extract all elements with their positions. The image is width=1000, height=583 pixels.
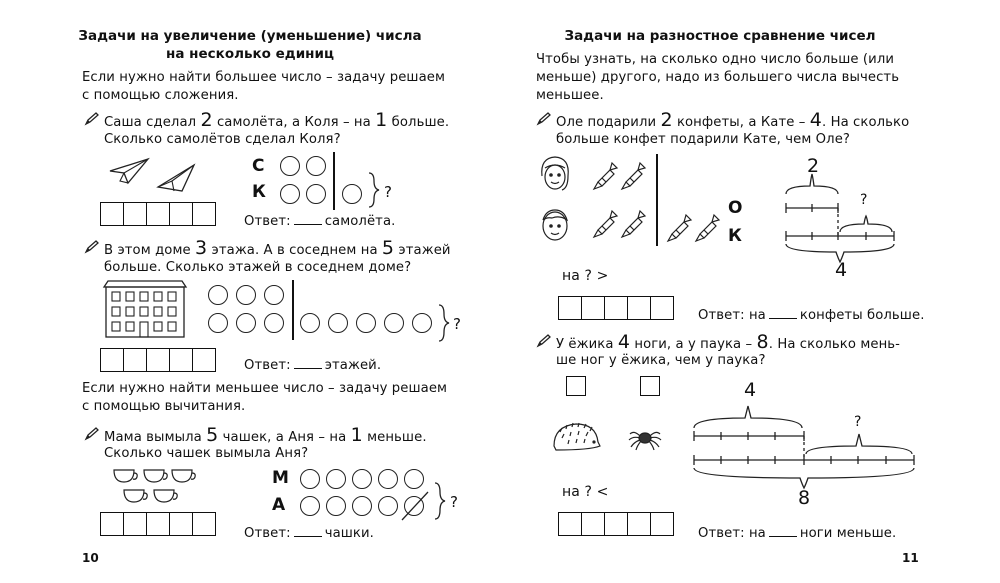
candy-icon <box>590 160 620 192</box>
pencil-icon <box>536 334 552 348</box>
task2-line2: больше. Сколько этажей в соседнем доме? <box>104 260 412 275</box>
counter-circle <box>264 313 284 333</box>
empty-box[interactable] <box>566 376 586 396</box>
counter-circle <box>328 313 348 333</box>
counter-circle <box>352 496 372 516</box>
answer-cell[interactable] <box>146 512 170 536</box>
label-a: А <box>272 495 286 515</box>
left-title-line2: на несколько единиц <box>166 46 334 62</box>
divider-line <box>656 154 658 246</box>
rtask2-line2: ше ног у ёжика, чем у паука? <box>556 353 766 368</box>
answer-cell[interactable] <box>100 202 124 226</box>
answer-cell[interactable] <box>604 296 628 320</box>
label-k: К <box>728 226 742 246</box>
answer-cell[interactable] <box>169 202 193 226</box>
task3-line2: Сколько чашек вымыла Аня? <box>104 446 309 461</box>
rtask2-answer: Ответ: на ноги меньше. <box>698 526 897 541</box>
brace-label-8: 8 <box>798 487 811 509</box>
answer-cell[interactable] <box>192 202 216 226</box>
question-mark: ? <box>450 493 459 511</box>
brace-label-q: ? <box>854 414 862 430</box>
building-icon <box>100 279 190 339</box>
counter-circle <box>378 469 398 489</box>
candy-icon <box>692 212 722 244</box>
answer-cell[interactable] <box>627 512 651 536</box>
answer-cell[interactable] <box>123 512 147 536</box>
question-mark: ? <box>453 315 462 333</box>
question-mark: ? <box>384 183 393 201</box>
brace-icon <box>438 304 450 342</box>
counter-circle <box>300 496 320 516</box>
task1-line2: Сколько самолётов сделал Коля? <box>104 132 341 147</box>
counter-circle <box>404 469 424 489</box>
boy-face-icon <box>538 206 572 244</box>
answer-cell[interactable] <box>650 512 674 536</box>
counter-circle <box>264 285 284 305</box>
rule-line2: меньше) другого, надо из большего числа вычесть <box>536 70 900 85</box>
answer-blank[interactable] <box>294 358 322 369</box>
answer-cell[interactable] <box>146 202 170 226</box>
counter-circle <box>326 469 346 489</box>
brace-label-2: 2 <box>807 155 820 177</box>
counter-circle <box>378 496 398 516</box>
pencil-icon <box>84 112 100 126</box>
answer-cell[interactable] <box>100 512 124 536</box>
empty-box[interactable] <box>640 376 660 396</box>
counter-circle <box>236 285 256 305</box>
rule1-line2: с помощью сложения. <box>82 88 239 103</box>
segment-diagram <box>782 155 912 270</box>
brace-label-4: 4 <box>744 379 757 401</box>
divider-line <box>333 152 335 210</box>
right-page <box>500 0 1000 583</box>
counter-circle <box>384 313 404 333</box>
answer-cell[interactable] <box>169 512 193 536</box>
task2-answer: Ответ: этажей. <box>244 358 382 373</box>
candy-icon <box>664 212 694 244</box>
counter-circle <box>280 184 300 204</box>
rule2-line1: Если нужно найти меньшее число – задачу решаем <box>82 381 448 396</box>
rtask1-answer: Ответ: на конфеты больше. <box>698 308 925 323</box>
rtask1-line2: больше конфет подарили Кате, чем Оле? <box>556 132 851 147</box>
divider-line <box>292 280 294 340</box>
answer-cell[interactable] <box>558 512 582 536</box>
pencil-icon <box>536 112 552 126</box>
counter-circle <box>280 156 300 176</box>
task3-line1: Мама вымыла 5 чашек, а Аня – на 1 меньше. <box>104 424 427 446</box>
cups-icon <box>100 466 200 510</box>
answer-cell[interactable] <box>123 348 147 372</box>
counter-circle <box>412 313 432 333</box>
answer-cell[interactable] <box>123 202 147 226</box>
counter-circle <box>356 313 376 333</box>
brace-icon <box>434 482 446 520</box>
counter-circle <box>306 156 326 176</box>
hedgehog-icon <box>550 420 602 454</box>
candy-icon <box>618 160 648 192</box>
counter-circle <box>306 184 326 204</box>
brace-icon <box>368 172 380 208</box>
counter-circle <box>236 313 256 333</box>
spider-icon <box>628 422 662 452</box>
answer-cell[interactable] <box>627 296 651 320</box>
counter-circle <box>300 469 320 489</box>
answer-cell[interactable] <box>100 348 124 372</box>
paper-plane-icon <box>108 157 150 185</box>
candy-icon <box>590 208 620 240</box>
counter-circle <box>300 313 320 333</box>
counter-circle <box>208 313 228 333</box>
task1-answer: Ответ: самолёта. <box>244 214 396 229</box>
compare-less: на ? < <box>562 484 609 500</box>
answer-cell[interactable] <box>604 512 628 536</box>
left-title-line1: Задачи на увеличение (уменьшение) числа <box>78 28 422 44</box>
label-s: С <box>252 156 265 176</box>
answer-cell[interactable] <box>581 512 605 536</box>
answer-cell[interactable] <box>146 348 170 372</box>
rtask1-line1: Оле подарили 2 конфеты, а Кате – 4. На сколько <box>556 109 910 131</box>
pencil-icon <box>84 427 100 441</box>
rule-line3: меньшее. <box>536 88 604 103</box>
rtask2-line1: У ёжика 4 ноги, а у паука – 8. На сколько мень- <box>556 331 901 353</box>
label-k: К <box>252 182 266 202</box>
answer-cell[interactable] <box>650 296 674 320</box>
answer-blank[interactable] <box>769 308 797 319</box>
answer-blank[interactable] <box>294 526 322 537</box>
answer-cell[interactable] <box>581 296 605 320</box>
task3-answer: Ответ: чашки. <box>244 526 374 541</box>
answer-cell[interactable] <box>558 296 582 320</box>
counter-circle <box>342 184 362 204</box>
task2-line1: В этом доме 3 этажа. А в соседнем на 5 этажей <box>104 237 451 259</box>
brace-label-4: 4 <box>835 259 848 281</box>
counter-circle <box>208 285 228 305</box>
answer-cell[interactable] <box>169 348 193 372</box>
counter-circle <box>352 469 372 489</box>
paper-plane-icon <box>154 163 196 193</box>
rule-line1: Чтобы узнать, на сколько одно число больше (или <box>536 52 895 67</box>
page-number: 11 <box>902 551 919 565</box>
answer-blank[interactable] <box>294 214 322 225</box>
girl-face-icon <box>538 154 572 194</box>
counter-circle <box>326 496 346 516</box>
rule1-line1: Если нужно найти большее число – задачу решаем <box>82 70 446 85</box>
right-title: Задачи на разностное сравнение чисел <box>564 28 876 44</box>
page-number: 10 <box>82 551 99 565</box>
answer-cell[interactable] <box>192 348 216 372</box>
brace-label-q: ? <box>860 192 868 208</box>
candy-icon <box>618 208 648 240</box>
label-o: О <box>728 198 743 218</box>
compare-greater: на ? > <box>562 268 609 284</box>
pencil-icon <box>84 240 100 254</box>
rule2-line2: с помощью вычитания. <box>82 399 246 414</box>
label-m: М <box>272 468 290 488</box>
strike-line <box>400 490 430 522</box>
task1-line1: Саша сделал 2 самолёта, а Коля – на 1 больше. <box>104 109 450 131</box>
answer-blank[interactable] <box>769 526 797 537</box>
answer-cell[interactable] <box>192 512 216 536</box>
